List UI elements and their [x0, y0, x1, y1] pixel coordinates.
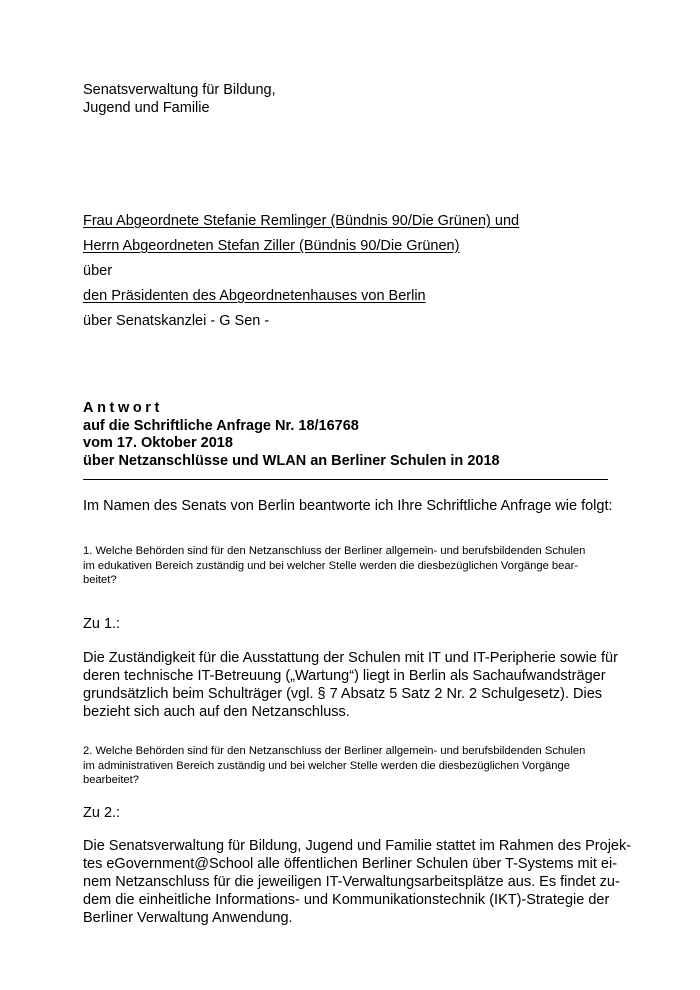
answer-line: Die Senatsverwaltung für Bildung, Jugend und Familie stattet im Rahmen des Projek-	[83, 838, 632, 854]
title-line: über Netzanschlüsse und WLAN an Berliner Schulen in 2018	[83, 452, 500, 469]
answer-line: grundsätzlich beim Schulträger (vgl. § 7 Absatz 5 Satz 2 Nr. 2 Schulgesetz). Dies	[83, 686, 603, 702]
answer-line: bezieht sich auch auf den Netzanschluss.	[83, 704, 350, 720]
answer-line: deren technische IT-Betreuung („Wartung“) liegt in Berlin als Sachaufwandsträger	[83, 668, 606, 684]
sender-block	[83, 81, 276, 117]
answer-1	[83, 649, 618, 721]
question-line: im edukativen Bereich zuständig und bei welcher Stelle werden die diesbezüglichen Vorgänge bear-	[83, 559, 579, 572]
addressee-line: über	[83, 263, 113, 279]
answer-2-heading: Zu 2.:	[83, 805, 121, 821]
question-line: beitet?	[83, 574, 117, 586]
sender-line: Jugend und Familie	[83, 100, 210, 116]
addressee-line: den Präsidenten des Abgeordnetenhauses von Berlin	[83, 288, 426, 304]
answer-1-heading: Zu 1.:	[83, 616, 121, 632]
title-line: vom 17. Oktober 2018	[83, 435, 233, 451]
question-2	[83, 744, 623, 788]
title-line: Antwort	[83, 400, 163, 416]
title-divider	[83, 479, 608, 480]
answer-line: Berliner Verwaltung Anwendung.	[83, 910, 293, 926]
answer-line: dem die einheitliche Informations- und Kommunikationstechnik (IKT)-Strategie der	[83, 892, 610, 908]
addressee-line: Frau Abgeordnete Stefanie Remlinger (Bündnis 90/Die Grünen) und	[83, 213, 520, 229]
question-line: 1. Welche Behörden sind für den Netzanschluss der Berliner allgemein- und berufsbildenden Schulen	[83, 545, 586, 557]
addressee-line: Herrn Abgeordneten Stefan Ziller (Bündnis 90/Die Grünen)	[83, 238, 460, 254]
sender-line: Senatsverwaltung für Bildung,	[83, 82, 276, 98]
addressee-line: über Senatskanzlei - G Sen -	[83, 313, 270, 329]
answer-title	[83, 400, 500, 470]
question-line: bearbeitet?	[83, 774, 139, 786]
intro-paragraph: Im Namen des Senats von Berlin beantworte ich Ihre Schriftliche Anfrage wie folgt:	[83, 498, 613, 514]
question-line: im administrativen Bereich zuständig und bei welcher Stelle werden die diesbezüglichen Vorgänge	[83, 759, 570, 772]
question-1	[83, 544, 623, 588]
title-line: auf die Schriftliche Anfrage Nr. 18/16768	[83, 417, 359, 434]
question-line: 2. Welche Behörden sind für den Netzanschluss der Berliner allgemein- und berufsbildenden Schulen	[83, 745, 586, 757]
answer-2	[83, 837, 632, 927]
answer-line: Die Zuständigkeit für die Ausstattung der Schulen mit IT und IT-Peripherie sowie für	[83, 650, 618, 666]
answer-line: nem Netzanschluss für die jeweiligen IT-Verwaltungsarbeitsplätze aus. Es findet zu-	[83, 874, 620, 890]
answer-line: tes eGovernment@School alle öffentlichen Berliner Schulen über T-Systems mit ei-	[83, 856, 618, 872]
